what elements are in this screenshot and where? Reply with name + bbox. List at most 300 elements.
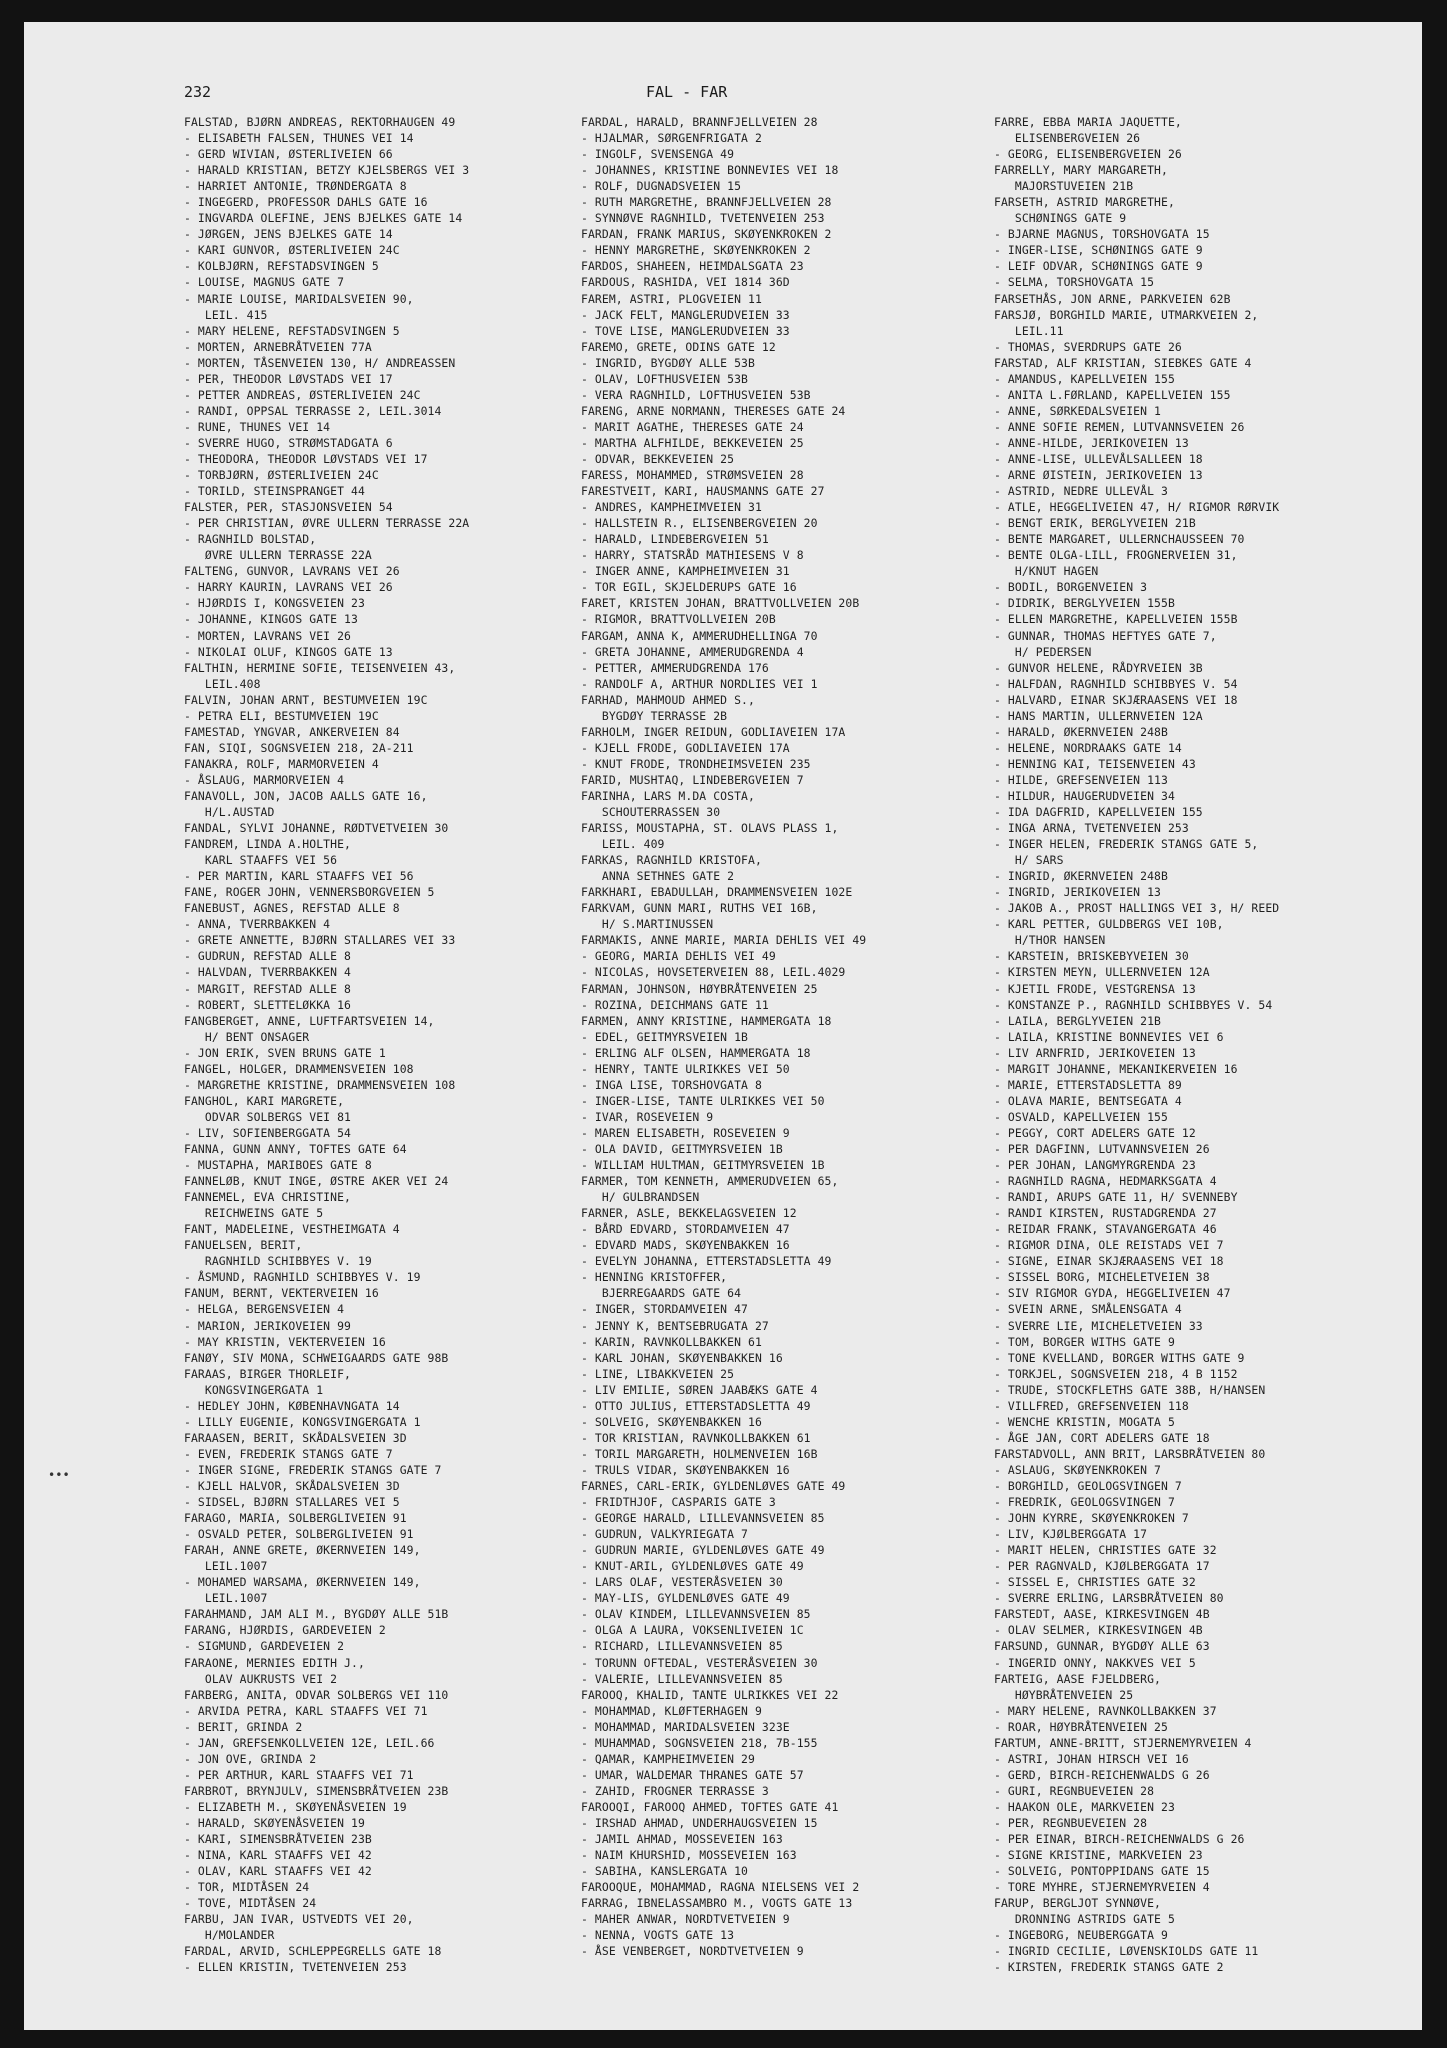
listing-line: - MARGIT, REFSTAD ALLE 8 (184, 981, 351, 996)
listing-line: - INGA ARNA, TVETENVEIEN 253 (994, 821, 1189, 836)
listing-line: - ÅSLAUG, MARMORVEIEN 4 (184, 772, 345, 787)
listing-line: - GERD, BIRCH-REICHENWALDS G 26 (994, 1767, 1210, 1782)
listing-line: - HELGA, BERGENSVEIEN 4 (184, 1302, 345, 1317)
listing-line: FARDAL, ARVID, SCHLEPPEGRELLS GATE 18 (184, 1944, 442, 1959)
listing-line: - ASTRI, JOHAN HIRSCH VEI 16 (994, 1751, 1189, 1766)
listing-line: - TORBJØRN, ØSTERLIVEIEN 24C (184, 468, 379, 483)
listing-line: FARINHA, LARS M.DA COSTA, (581, 788, 755, 803)
listing-line: FARHOLM, INGER REIDUN, GODLIAVEIEN 17A (581, 724, 846, 739)
listing-line: FANGBERGET, ANNE, LUFTFARTSVEIEN 14, (184, 1013, 435, 1028)
listing-line: - INGER, STORDAMVEIEN 47 (581, 1302, 748, 1317)
listing-line: - OTTO JULIUS, ETTERSTADSLETTA 49 (581, 1398, 811, 1413)
listing-line: - ASTRID, NEDRE ULLEVÅL 3 (994, 484, 1168, 499)
listing-line: H/ BENT ONSAGER (184, 1029, 310, 1044)
listing-line: SCHOUTERRASSEN 30 (581, 805, 721, 820)
listing-line: - LOUISE, MAGNUS GATE 7 (184, 275, 345, 290)
listing-line: - KNUT-ARIL, GYLDENLØVES GATE 49 (581, 1559, 804, 1574)
listing-line: REICHWEINS GATE 5 (184, 1206, 324, 1221)
listing-line: FARMEN, ANNY KRISTINE, HAMMERGATA 18 (581, 1013, 832, 1028)
listing-line: - ANNE-LISE, ULLEVÅLSALLEEN 18 (994, 451, 1203, 466)
listing-line: - ANDRES, KAMPHEIMVEIEN 31 (581, 500, 762, 515)
listing-line: - ELIZABETH M., SKØYENÅSVEIEN 19 (184, 1799, 407, 1814)
listing-line: - SIGNE KRISTINE, MARKVEIEN 23 (994, 1848, 1203, 1863)
listing-line: - HJØRDIS I, KONGSVEIEN 23 (184, 596, 365, 611)
listing-line: ØVRE ULLERN TERRASSE 22A (184, 548, 372, 563)
listing-line: FALTENG, GUNVOR, LAVRANS VEI 26 (184, 564, 400, 579)
listing-line: FARAH, ANNE GRETE, ØKERNVEIEN 149, (184, 1543, 421, 1558)
listing-line: FARSTEDT, AASE, KIRKESVINGEN 4B (994, 1607, 1210, 1622)
listing-line: - SISSEL E, CHRISTIES GATE 32 (994, 1575, 1196, 1590)
listing-line: FARDAN, FRANK MARIUS, SKØYENKROKEN 2 (581, 227, 832, 242)
listing-line: - GEORG, ELISENBERGVEIEN 26 (994, 147, 1182, 162)
listing-line: - MOHAMMAD, KLØFTERHAGEN 9 (581, 1703, 762, 1718)
listing-line: - SVERRE HUGO, STRØMSTADGATA 6 (184, 435, 393, 450)
listing-line: - NICOLAS, HOVSETERVEIEN 88, LEIL.4029 (581, 965, 846, 980)
listing-line: - JOHANNES, KRISTINE BONNEVIES VEI 18 (581, 163, 839, 178)
listing-line: - TRULS VIDAR, SKØYENBAKKEN 16 (581, 1462, 790, 1477)
listing-line: LEIL.1007 (184, 1591, 268, 1606)
listing-line: - HALVDAN, TVERRBAKKEN 4 (184, 965, 351, 980)
listing-line: - ANNA, TVERRBAKKEN 4 (184, 917, 331, 932)
listing-line: FARENG, ARNE NORMANN, THERESES GATE 24 (581, 403, 846, 418)
listing-line: FALSTER, PER, STASJONSVEIEN 54 (184, 500, 393, 515)
listing-line: FARMAN, JOHNSON, HØYBRÅTENVEIEN 25 (581, 981, 818, 996)
listing-line: - ATLE, HEGGELIVEIEN 47, H/ RIGMOR RØRVIK (994, 500, 1280, 515)
listing-line: FAN, SIQI, SOGNSVEIEN 218, 2A-211 (184, 740, 414, 755)
listing-line: - INGRID CECILIE, LØVENSKIOLDS GATE 11 (994, 1944, 1259, 1959)
listing-line: - OLAV, KARL STAAFFS VEI 42 (184, 1864, 372, 1879)
listing-line: - HENNY MARGRETHE, SKØYENKROKEN 2 (581, 243, 811, 258)
listing-line: FANUM, BERNT, VEKTERVEIEN 16 (184, 1286, 379, 1301)
listing-line: FARSJØ, BORGHILD MARIE, UTMARKVEIEN 2, (994, 307, 1259, 322)
listing-line: - LIV, SOFIENBERGGATA 54 (184, 1125, 351, 1140)
listing-line: - EDVARD MADS, SKØYENBAKKEN 16 (581, 1238, 790, 1253)
listing-line: - EVEN, FREDERIK STANGS GATE 7 (184, 1446, 393, 1461)
listing-line: LEIL.1007 (184, 1559, 268, 1574)
listing-line: - BORGHILD, GEOLOGSVINGEN 7 (994, 1478, 1182, 1493)
listing-line: FANAKRA, ROLF, MARMORVEIEN 4 (184, 756, 379, 771)
listing-line: - LARS OLAF, VESTERÅSVEIEN 30 (581, 1575, 783, 1590)
listing-line: - INGER-LISE, TANTE ULRIKKES VEI 50 (581, 1093, 825, 1108)
listing-line: - MARY HELENE, REFSTADSVINGEN 5 (184, 323, 400, 338)
listing-line: - INGRID, ØKERNVEIEN 248B (994, 869, 1168, 884)
listing-line: FARBERG, ANITA, ODVAR SOLBERGS VEI 110 (184, 1687, 449, 1702)
listing-line: H/L.AUSTAD (184, 805, 275, 820)
listing-line: - JAMIL AHMAD, MOSSEVEIEN 163 (581, 1832, 783, 1847)
listing-line: FARRAG, IBNELASSAMBRO M., VOGTS GATE 13 (581, 1896, 853, 1911)
listing-line: - JOHN KYRRE, SKØYENKROKEN 7 (994, 1511, 1189, 1526)
listing-line: LEIL.408 (184, 676, 261, 691)
listing-line: - RUTH MARGRETHE, BRANNFJELLVEIEN 28 (581, 195, 832, 210)
listing-line: - LIV ARNFRID, JERIKOVEIEN 13 (994, 1045, 1196, 1060)
listing-line: - LAILA, KRISTINE BONNEVIES VEI 6 (994, 1029, 1224, 1044)
listing-line: - GUDRUN, REFSTAD ALLE 8 (184, 949, 351, 964)
listing-line: - KARSTEIN, BRISKEBYVEIEN 30 (994, 949, 1189, 964)
listing-line: - TOVE, MIDTÅSEN 24 (184, 1896, 317, 1911)
listing-line: - TOR KRISTIAN, RAVNKOLLBAKKEN 61 (581, 1430, 811, 1445)
listing-line: - VERA RAGNHILD, LOFTHUSVEIEN 53B (581, 387, 811, 402)
listing-line: FARMER, TOM KENNETH, AMMERUDVEIEN 65, (581, 1174, 839, 1189)
listing-line: - SOLVEIG, PONTOPPIDANS GATE 15 (994, 1864, 1210, 1879)
listing-line: - HILDE, GREFSENVEIEN 113 (994, 772, 1168, 787)
listing-line: FARRELLY, MARY MARGARETH, (994, 163, 1168, 178)
listing-line: FARID, MUSHTAQ, LINDEBERGVEIEN 7 (581, 772, 804, 787)
listing-line: FARSTAD, ALF KRISTIAN, SIEBKES GATE 4 (994, 355, 1252, 370)
stray-mark: ••• (48, 1468, 70, 1482)
listing-line: - BENGT ERIK, BERGLYVEIEN 21B (994, 516, 1196, 531)
listing-line: - HARRIET ANTONIE, TRØNDERGATA 8 (184, 179, 407, 194)
listing-line: FAROOQ, KHALID, TANTE ULRIKKES VEI 22 (581, 1687, 839, 1702)
listing-line: FARGAM, ANNA K, AMMERUDHELLINGA 70 (581, 628, 818, 643)
listing-line: - RANDI KIRSTEN, RUSTADGRENDA 27 (994, 1206, 1217, 1221)
listing-line: - ANNE SOFIE REMEN, LUTVANNSVEIEN 26 (994, 419, 1245, 434)
listing-line: - SVERRE ERLING, LARSBRÅTVEIEN 80 (994, 1591, 1224, 1606)
listing-line: - INGER-LISE, SCHØNINGS GATE 9 (994, 243, 1203, 258)
listing-line: - PER, REGNBUEVEIEN 28 (994, 1815, 1148, 1830)
listing-line: - BENTE MARGARET, ULLERNCHAUSSEEN 70 (994, 532, 1245, 547)
listing-line: - PER CHRISTIAN, ØVRE ULLERN TERRASSE 22A (184, 516, 470, 531)
listing-line: FARMAKIS, ANNE MARIE, MARIA DEHLIS VEI 49 (581, 933, 867, 948)
listing-line: RAGNHILD SCHIBBYES V. 19 (184, 1254, 372, 1269)
listing-line: - SISSEL BORG, MICHELETVEIEN 38 (994, 1270, 1210, 1285)
listing-line: - BENTE OLGA-LILL, FROGNERVEIEN 31, (994, 548, 1238, 563)
listing-line: FANGHOL, KARI MARGRETE, (184, 1093, 345, 1108)
listing-line: - HELENE, NORDRAAKS GATE 14 (994, 740, 1182, 755)
listing-line: - LIV EMILIE, SØREN JAABÆKS GATE 4 (581, 1382, 818, 1397)
listing-line: FANDREM, LINDA A.HOLTHE, (184, 837, 351, 852)
listing-column-3 (994, 114, 1279, 1975)
listing-line: - ROAR, HØYBRÅTENVEIEN 25 (994, 1719, 1168, 1734)
listing-line: - ZAHID, FROGNER TERRASSE 3 (581, 1783, 769, 1798)
listing-line: - ANNE, SØRKEDALSVEIEN 1 (994, 403, 1161, 418)
listing-line: - ELISABETH FALSEN, THUNES VEI 14 (184, 131, 414, 146)
listing-line: - ROLF, DUGNADSVEIEN 15 (581, 179, 742, 194)
listing-line: - TORILD, STEINSPRANGET 44 (184, 484, 365, 499)
listing-line: - LILLY EUGENIE, KONGSVINGERGATA 1 (184, 1414, 421, 1429)
listing-line: - HAAKON OLE, MARKVEIEN 23 (994, 1799, 1175, 1814)
listing-line: - NAIM KHURSHID, MOSSEVEIEN 163 (581, 1848, 797, 1863)
listing-line: FARSETHÅS, JON ARNE, PARKVEIEN 62B (994, 291, 1231, 306)
listing-line: - KOLBJØRN, REFSTADSVINGEN 5 (184, 259, 379, 274)
listing-line: - INGVARDA OLEFINE, JENS BJELKES GATE 14 (184, 211, 463, 226)
listing-line: FARDOS, SHAHEEN, HEIMDALSGATA 23 (581, 259, 804, 274)
listing-line: FARESTVEIT, KARI, HAUSMANNS GATE 27 (581, 484, 825, 499)
listing-line: FALTHIN, HERMINE SOFIE, TEISENVEIEN 43, (184, 660, 456, 675)
listing-line: - OLAV KINDEM, LILLEVANNSVEIEN 85 (581, 1607, 811, 1622)
listing-line: - JON OVE, GRINDA 2 (184, 1751, 317, 1766)
listing-line: - MAREN ELISABETH, ROSEVEIEN 9 (581, 1125, 790, 1140)
listing-line: ANNA SETHNES GATE 2 (581, 869, 735, 884)
listing-line: - QAMAR, KAMPHEIMVEIEN 29 (581, 1751, 755, 1766)
listing-line: - TOR, MIDTÅSEN 24 (184, 1880, 310, 1895)
listing-line: - PER ARTHUR, KARL STAAFFS VEI 71 (184, 1767, 414, 1782)
listing-line: - OLA DAVID, GEITMYRSVEIEN 1B (581, 1142, 783, 1156)
listing-line: FAROOQUE, MOHAMMAD, RAGNA NIELSENS VEI 2 (581, 1880, 860, 1895)
listing-line: FANAVOLL, JON, JACOB AALLS GATE 16, (184, 788, 428, 803)
listing-line: KONGSVINGERGATA 1 (184, 1382, 324, 1397)
listing-line: - MARIE LOUISE, MARIDALSVEIEN 90, (184, 291, 414, 306)
listing-line: - MARIT HELEN, CHRISTIES GATE 32 (994, 1543, 1217, 1558)
listing-line: FARBROT, BRYNJULV, SIMENSBRÅTVEIEN 23B (184, 1783, 449, 1798)
listing-line: BYGDØY TERRASSE 2B (581, 708, 728, 723)
listing-line: - MOHAMMAD, MARIDALSVEIEN 323E (581, 1719, 790, 1734)
listing-line: FARUP, BERGLJOT SYNNØVE, (994, 1896, 1161, 1911)
listing-line: FARTEIG, AASE FJELDBERG, (994, 1671, 1161, 1686)
listing-line: H/MOLANDER (184, 1928, 275, 1943)
listing-line: MAJORSTUVEIEN 21B (994, 179, 1134, 194)
listing-line: - SVEIN ARNE, SMÅLENSGATA 4 (994, 1302, 1182, 1317)
listing-line: - KARL PETTER, GULDBERGS VEI 10B, (994, 917, 1224, 932)
listing-line: OLAV AUKRUSTS VEI 2 (184, 1671, 338, 1686)
listing-line: - HENRY, TANTE ULRIKKES VEI 50 (581, 1061, 790, 1076)
listing-line: - OLAVA MARIE, BENTSEGATA 4 (994, 1093, 1182, 1108)
listing-line: - KARL JOHAN, SKØYENBAKKEN 16 (581, 1350, 783, 1365)
listing-line: - HARALD, ØKERNVEIEN 248B (994, 724, 1168, 739)
listing-line: FARANG, HJØRDIS, GARDEVEIEN 2 (184, 1623, 386, 1638)
listing-line: KARL STAAFFS VEI 56 (184, 853, 338, 868)
listing-line: FANNEMEL, EVA CHRISTINE, (184, 1190, 351, 1205)
listing-column-2 (581, 114, 866, 1959)
listing-line: - GUNNAR, THOMAS HEFTYES GATE 7, (994, 628, 1217, 643)
listing-line: HØYBRÅTENVEIEN 25 (994, 1687, 1134, 1702)
listing-line: FARNER, ASLE, BEKKELAGSVEIEN 12 (581, 1206, 797, 1221)
listing-line: - INGEGERD, PROFESSOR DAHLS GATE 16 (184, 195, 428, 210)
listing-line: - MARY HELENE, RAVNKOLLBAKKEN 37 (994, 1703, 1217, 1718)
listing-line: - OSVALD PETER, SOLBERGLIVEIEN 91 (184, 1527, 414, 1542)
listing-line: - INGA LISE, TORSHOVGATA 8 (581, 1077, 762, 1092)
listing-line: - INGER HELEN, FREDERIK STANGS GATE 5, (994, 837, 1259, 852)
listing-line: - RIGMOR DINA, OLE REISTADS VEI 7 (994, 1238, 1224, 1253)
listing-line: - BJARNE MAGNUS, TORSHOVGATA 15 (994, 227, 1210, 242)
listing-line: - MAHER ANWAR, NORDTVETVEIEN 9 (581, 1912, 790, 1927)
listing-line: FARESS, MOHAMMED, STRØMSVEIEN 28 (581, 468, 804, 483)
listing-line: - HALLSTEIN R., ELISENBERGVEIEN 20 (581, 516, 818, 531)
listing-line: - SIDSEL, BJØRN STALLARES VEI 5 (184, 1495, 400, 1510)
listing-line: - TORKJEL, SOGNSVEIEN 218, 4 B 1152 (994, 1366, 1238, 1381)
listing-line: - TRUDE, STOCKFLETHS GATE 38B, H/HANSEN (994, 1382, 1266, 1397)
listing-line: FANNA, GUNN ANNY, TOFTES GATE 64 (184, 1142, 407, 1156)
listing-line: FAREM, ASTRI, PLOGVEIEN 11 (581, 291, 762, 306)
listing-line: - INGEBORG, NEUBERGGATA 9 (994, 1928, 1168, 1943)
listing-line: - HARRY KAURIN, LAVRANS VEI 26 (184, 580, 393, 595)
listing-line: - MARGRETHE KRISTINE, DRAMMENSVEIEN 108 (184, 1077, 456, 1092)
listing-line: - ELLEN MARGRETHE, KAPELLVEIEN 155B (994, 612, 1238, 627)
listing-line: - NIKOLAI OLUF, KINGOS GATE 13 (184, 644, 393, 659)
listing-line: - UMAR, WALDEMAR THRANES GATE 57 (581, 1767, 804, 1782)
listing-line: FARNES, CARL-ERIK, GYLDENLØVES GATE 49 (581, 1478, 846, 1493)
listing-line: - KJETIL FRODE, VESTGRENSA 13 (994, 981, 1196, 996)
listing-line: FARAHMAND, JAM ALI M., BYGDØY ALLE 51B (184, 1607, 449, 1622)
listing-line: - GERD WIVIAN, ØSTERLIVEIEN 66 (184, 147, 393, 162)
listing-line: - ROZINA, DEICHMANS GATE 11 (581, 997, 769, 1012)
listing-line: - ANNE-HILDE, JERIKOVEIEN 13 (994, 435, 1189, 450)
listing-line: LEIL.11 (994, 323, 1064, 338)
listing-line: FARBU, JAN IVAR, USTVEDTS VEI 20, (184, 1912, 414, 1927)
listing-line: - IRSHAD AHMAD, UNDERHAUGSVEIEN 15 (581, 1815, 818, 1830)
listing-line: - RAGNHILD RAGNA, HEDMARKSGATA 4 (994, 1174, 1217, 1189)
listing-line: - HALVARD, EINAR SKJÆRAASENS VEI 18 (994, 692, 1238, 707)
listing-line: - GRETE ANNETTE, BJØRN STALLARES VEI 33 (184, 933, 456, 948)
listing-line: - INGOLF, SVENSENGA 49 (581, 147, 735, 162)
listing-line: - MAY-LIS, GYLDENLØVES GATE 49 (581, 1591, 790, 1606)
listing-line: - RUNE, THUNES VEI 14 (184, 419, 331, 434)
listing-line: - KNUT FRODE, TRONDHEIMSVEIEN 235 (581, 756, 811, 771)
listing-line: FARRE, EBBA MARIA JAQUETTE, (994, 115, 1182, 129)
listing-line: FANGEL, HOLGER, DRAMMENSVEIEN 108 (184, 1061, 414, 1076)
listing-line: FAROOQI, FAROOQ AHMED, TOFTES GATE 41 (581, 1799, 839, 1814)
listing-line: - PER RAGNVALD, KJØLBERGGATA 17 (994, 1559, 1210, 1574)
listing-line: - ARNE ØISTEIN, JERIKOVEIEN 13 (994, 468, 1203, 483)
listing-line: - OLGA A LAURA, VOKSENLIVEIEN 1C (581, 1623, 804, 1638)
listing-line: FANE, ROGER JOHN, VENNERSBORGVEIEN 5 (184, 885, 435, 900)
listing-line: - KIRSTEN MEYN, ULLERNVEIEN 12A (994, 965, 1210, 980)
listing-line: FARSETH, ASTRID MARGRETHE, (994, 195, 1175, 210)
listing-line: - PER DAGFINN, LUTVANNSVEIEN 26 (994, 1142, 1210, 1156)
listing-line: - JENNY K, BENTSEBRUGATA 27 (581, 1318, 769, 1333)
listing-line: - PETTER, AMMERUDGRENDA 176 (581, 660, 769, 675)
listing-line: - GURI, REGNBUEVEIEN 28 (994, 1783, 1155, 1798)
listing-line: FARAASEN, BERIT, SKÅDALSVEIEN 3D (184, 1430, 407, 1445)
listing-line: - INGER SIGNE, FREDERIK STANGS GATE 7 (184, 1462, 442, 1477)
listing-line: - LEIF ODVAR, SCHØNINGS GATE 9 (994, 259, 1203, 274)
listing-line: - PER MARTIN, KARL STAAFFS VEI 56 (184, 869, 414, 884)
listing-line: - MARIE, ETTERSTADSLETTA 89 (994, 1077, 1182, 1092)
listing-line: - KARI GUNVOR, ØSTERLIVEIEN 24C (184, 243, 400, 258)
listing-line: FARSUND, GUNNAR, BYGDØY ALLE 63 (994, 1639, 1210, 1654)
listing-line: DRONNING ASTRIDS GATE 5 (994, 1912, 1175, 1927)
listing-line: - MARTHA ALFHILDE, BEKKEVEIEN 25 (581, 435, 804, 450)
listing-line: - IVAR, ROSEVEIEN 9 (581, 1109, 714, 1124)
listing-line: - DIDRIK, BERGLYVEIEN 155B (994, 596, 1175, 611)
listing-line: - THEODORA, THEODOR LØVSTADS VEI 17 (184, 451, 428, 466)
listing-line: FANUELSEN, BERIT, (184, 1238, 303, 1253)
listing-line: - SIGNE, EINAR SKJÆRAASENS VEI 18 (994, 1254, 1224, 1269)
listing-line: - KJELL FRODE, GODLIAVEIEN 17A (581, 740, 790, 755)
listing-line: - RIGMOR, BRATTVOLLVEIEN 20B (581, 612, 776, 627)
listing-line: - SIGMUND, GARDEVEIEN 2 (184, 1639, 345, 1654)
listing-line: - ELLEN KRISTIN, TVETENVEIEN 253 (184, 1960, 407, 1975)
listing-line: - SYNNØVE RAGNHILD, TVETENVEIEN 253 (581, 211, 825, 226)
listing-line: - RAGNHILD BOLSTAD, (184, 532, 317, 547)
listing-line: - MARIT AGATHE, THERESES GATE 24 (581, 419, 804, 434)
listing-line: - REIDAR FRANK, STAVANGERGATA 46 (994, 1222, 1217, 1237)
listing-line: - OSVALD, KAPELLVEIEN 155 (994, 1109, 1168, 1124)
listing-line: - ERLING ALF OLSEN, HAMMERGATA 18 (581, 1045, 811, 1060)
listing-line: - ANITA L.FØRLAND, KAPELLVEIEN 155 (994, 387, 1231, 402)
listing-line: - MARGIT JOHANNE, MEKANIKERVEIEN 16 (994, 1061, 1238, 1076)
listing-line: - ARVIDA PETRA, KARL STAAFFS VEI 71 (184, 1703, 428, 1718)
listing-line: - TOR EGIL, SKJELDERUPS GATE 16 (581, 580, 797, 595)
listing-line: - KARIN, RAVNKOLLBAKKEN 61 (581, 1334, 762, 1349)
listing-line: FARDOUS, RASHIDA, VEI 1814 36D (581, 275, 790, 290)
listing-line: FARKAS, RAGNHILD KRISTOFA, (581, 853, 762, 868)
listing-line: - PER EINAR, BIRCH-REICHENWALDS G 26 (994, 1832, 1245, 1847)
listing-line: - SOLVEIG, SKØYENBAKKEN 16 (581, 1414, 762, 1429)
listing-line: - JON ERIK, SVEN BRUNS GATE 1 (184, 1045, 386, 1060)
listing-line: - HALFDAN, RAGNHILD SCHIBBYES V. 54 (994, 676, 1238, 691)
listing-line: LEIL. 409 (581, 837, 665, 852)
listing-line: - ÅGE JAN, CORT ADELERS GATE 18 (994, 1430, 1210, 1445)
listing-line: FANT, MADELEINE, VESTHEIMGATA 4 (184, 1222, 400, 1237)
listing-line: FARDAL, HARALD, BRANNFJELLVEIEN 28 (581, 115, 818, 129)
listing-line: - PEGGY, CORT ADELERS GATE 12 (994, 1125, 1196, 1140)
listing-line: - EVELYN JOHANNA, ETTERSTADSLETTA 49 (581, 1254, 832, 1269)
listing-line: - HEDLEY JOHN, KØBENHAVNGATA 14 (184, 1398, 400, 1413)
listing-line: - BERIT, GRINDA 2 (184, 1719, 303, 1734)
listing-line: - BÅRD EDVARD, STORDAMVEIEN 47 (581, 1222, 790, 1237)
listing-line: - MAY KRISTIN, VEKTERVEIEN 16 (184, 1334, 386, 1349)
listing-line: - ÅSE VENBERGET, NORDTVETVEIEN 9 (581, 1944, 804, 1959)
listing-line: - RANDI, OPPSAL TERRASSE 2, LEIL.3014 (184, 403, 442, 418)
listing-line: - HARRY, STATSRÅD MATHIESENS V 8 (581, 548, 804, 563)
listing-line: LEIL. 415 (184, 307, 268, 322)
listing-line: FARAGO, MARIA, SOLBERGLIVEIEN 91 (184, 1511, 407, 1526)
listing-line: - GEORGE HARALD, LILLEVANNSVEIEN 85 (581, 1511, 825, 1526)
listing-line: ODVAR SOLBERGS VEI 81 (184, 1109, 351, 1124)
listing-line: ELISENBERGVEIEN 26 (994, 131, 1141, 146)
listing-line: - AMANDUS, KAPELLVEIEN 155 (994, 371, 1175, 386)
listing-line: - JOHANNE, KINGOS GATE 13 (184, 612, 358, 627)
listing-column-1 (184, 114, 469, 1975)
listing-line: SCHØNINGS GATE 9 (994, 211, 1127, 226)
listing-line: - INGRID, BYGDØY ALLE 53B (581, 355, 755, 370)
listing-line: - HARALD, LINDEBERGVEIEN 51 (581, 532, 769, 547)
listing-line: - LINE, LIBAKKVEIEN 25 (581, 1366, 735, 1381)
listing-line: - ODVAR, BEKKEVEIEN 25 (581, 451, 735, 466)
listing-line: - GUDRUN MARIE, GYLDENLØVES GATE 49 (581, 1543, 825, 1558)
listing-line: - MORTEN, ARNEBRÅTVEIEN 77A (184, 339, 372, 354)
listing-line: - RANDI, ARUPS GATE 11, H/ SVENNEBY (994, 1190, 1238, 1205)
listing-line: FARSTADVOLL, ANN BRIT, LARSBRÅTVEIEN 80 (994, 1446, 1266, 1461)
listing-line: - HJALMAR, SØRGENFRIGATA 2 (581, 131, 762, 146)
listing-line: - MOHAMED WARSAMA, ØKERNVEIEN 149, (184, 1575, 421, 1590)
listing-line: - JAN, GREFSENKOLLVEIEN 12E, LEIL.66 (184, 1735, 435, 1750)
listing-line: - VALERIE, LILLEVANNSVEIEN 85 (581, 1671, 783, 1686)
listing-line: FARTUM, ANNE-BRITT, STJERNEMYRVEIEN 4 (994, 1735, 1252, 1750)
listing-line: FARET, KRISTEN JOHAN, BRATTVOLLVEIEN 20B (581, 596, 860, 611)
listing-line: - INGRID, JERIKOVEIEN 13 (994, 885, 1161, 900)
listing-line: - HENNING KAI, TEISENVEIEN 43 (994, 756, 1196, 771)
listing-line: FAREMO, GRETE, ODINS GATE 12 (581, 339, 776, 354)
listing-line: - OLAV SELMER, KIRKESVINGEN 4B (994, 1623, 1203, 1638)
listing-line: - MORTEN, LAVRANS VEI 26 (184, 628, 351, 643)
listing-line: - HENNING KRISTOFFER, (581, 1270, 728, 1285)
listing-line: - INGER ANNE, KAMPHEIMVEIEN 31 (581, 564, 790, 579)
listing-line: - ÅSMUND, RAGNHILD SCHIBBYES V. 19 (184, 1270, 421, 1285)
listing-line: - MORTEN, TÅSENVEIEN 130, H/ ANDREASSEN (184, 355, 456, 370)
listing-line: H/KNUT HAGEN (994, 564, 1099, 579)
listing-line: - PETRA ELI, BESTUMVEIEN 19C (184, 708, 379, 723)
listing-line: - HARALD KRISTIAN, BETZY KJELSBERGS VEI 3 (184, 163, 470, 178)
listing-line: - IDA DAGFRID, KAPELLVEIEN 155 (994, 805, 1203, 820)
listing-line: - SABIHA, KANSLERGATA 10 (581, 1864, 748, 1879)
listing-line: FANNELØB, KNUT INGE, ØSTRE AKER VEI 24 (184, 1174, 449, 1189)
listing-line: FALSTAD, BJØRN ANDREAS, REKTORHAUGEN 49 (184, 115, 456, 129)
listing-line: - EDEL, GEITMYRSVEIEN 1B (581, 1029, 748, 1044)
listing-line: - GRETA JOHANNE, AMMERUDGRENDA 4 (581, 644, 804, 659)
listing-line: - TOVE LISE, MANGLERUDVEIEN 33 (581, 323, 790, 338)
listing-line: - WENCHE KRISTIN, MOGATA 5 (994, 1414, 1175, 1429)
listing-line: - SIV RIGMOR GYDA, HEGGELIVEIEN 47 (994, 1286, 1231, 1301)
listing-line: - TOM, BORGER WITHS GATE 9 (994, 1334, 1175, 1349)
listing-line: H/THOR HANSEN (994, 933, 1106, 948)
listing-line: FARHAD, MAHMOUD AHMED S., (581, 692, 755, 707)
listing-line: - HARALD, SKØYENÅSVEIEN 19 (184, 1815, 365, 1830)
listing-line: - GUNVOR HELENE, RÅDYRVEIEN 3B (994, 660, 1203, 675)
listing-line: - PER JOHAN, LANGMYRGRENDA 23 (994, 1158, 1196, 1173)
listing-line: FARAAS, BIRGER THORLEIF, (184, 1366, 351, 1381)
listing-line: - PER, THEODOR LØVSTADS VEI 17 (184, 371, 393, 386)
